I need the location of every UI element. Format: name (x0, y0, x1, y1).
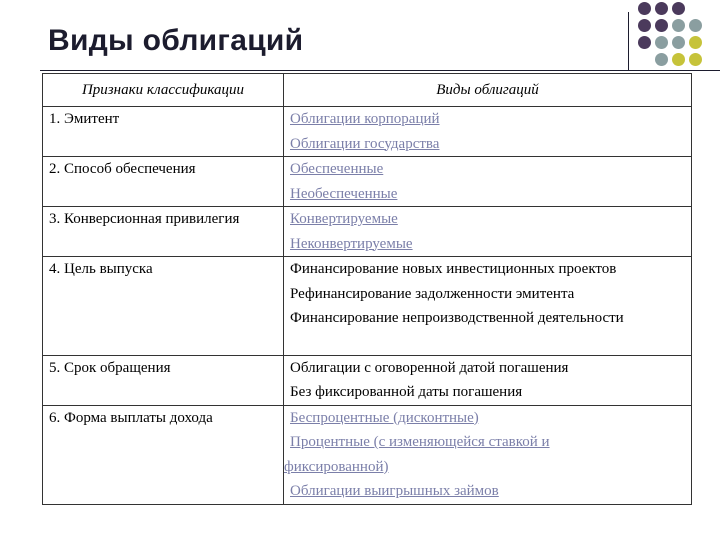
decor-dot (672, 53, 685, 66)
bond-type-text: Облигации с оговоренной датой погашения (290, 359, 569, 376)
bond-type-link[interactable]: Конвертируемые (290, 211, 398, 227)
header-criteria: Признаки классификации (43, 74, 284, 107)
decor-dot (672, 36, 685, 49)
table-header-row (43, 74, 692, 107)
header-bond-types: Виды облигаций (284, 74, 692, 107)
table-row (43, 157, 692, 207)
criterion-cell (43, 157, 284, 207)
bond-type-text: Финансирование новых инвестиционных проектов (290, 261, 617, 277)
bond-type-link[interactable]: Облигации государства (290, 135, 440, 152)
bond-types-cell (284, 257, 692, 356)
bond-types-table (42, 73, 692, 505)
bond-type-text: Без фиксированной даты погашения (290, 384, 523, 400)
decor-dot (655, 53, 668, 66)
decor-dot (689, 53, 702, 66)
decor-dot (655, 36, 668, 49)
bond-type-link[interactable]: фиксированной) (284, 458, 389, 475)
decor-dot-grid (638, 10, 718, 72)
criterion-label: 2. Способ обеспечения (49, 161, 196, 177)
decor-dot (655, 2, 668, 15)
criterion-cell (43, 107, 284, 157)
decor-vertical-line (628, 12, 629, 70)
table-row (43, 107, 692, 157)
table-row (43, 355, 692, 405)
bond-types-cell (284, 157, 692, 207)
row-spacer (290, 331, 691, 355)
bond-types-cell (284, 405, 692, 504)
bond-types-cell (284, 107, 692, 157)
bond-type-link[interactable]: Обеспеченные (290, 161, 384, 177)
criterion-cell (43, 207, 284, 257)
criterion-cell (43, 355, 284, 405)
decor-dot (655, 19, 668, 32)
title-underline (40, 70, 720, 71)
table-row (43, 405, 692, 504)
decor-dot (689, 19, 702, 32)
table-row (43, 207, 692, 257)
bond-type-link[interactable]: Облигации выигрышных займов (290, 483, 499, 499)
decor-dot (672, 2, 685, 15)
bond-type-link[interactable]: Необеспеченные (290, 185, 398, 202)
bond-type-link[interactable]: Облигации корпораций (290, 111, 440, 127)
criterion-label: 6. Форма выплаты дохода (49, 409, 213, 426)
criterion-label: 4. Цель выпуска (49, 261, 153, 277)
criterion-label: 3. Конверсионная привилегия (49, 211, 240, 227)
table-row (43, 257, 692, 356)
bond-type-link[interactable]: Процентные (с изменяющейся ставкой и (290, 434, 550, 450)
bond-type-text: Финансирование непроизводственной деятельности (290, 310, 624, 326)
bond-type-text: Рефинансирование задолженности эмитента (290, 285, 575, 302)
bond-types-cell (284, 355, 692, 405)
criterion-label: 5. Срок обращения (49, 359, 171, 376)
decor-dot (638, 36, 651, 49)
decor-dot (672, 19, 685, 32)
bond-type-link[interactable]: Неконвертируемые (290, 235, 413, 252)
decor-dot (638, 19, 651, 32)
bond-types-cell (284, 207, 692, 257)
page-title: Виды облигаций (48, 24, 304, 57)
bond-type-link[interactable]: Беспроцентные (дисконтные) (290, 409, 479, 426)
criterion-cell (43, 405, 284, 504)
criterion-label: 1. Эмитент (49, 111, 120, 127)
criterion-cell (43, 257, 284, 356)
decor-dot (689, 36, 702, 49)
decor-dot (638, 2, 651, 15)
